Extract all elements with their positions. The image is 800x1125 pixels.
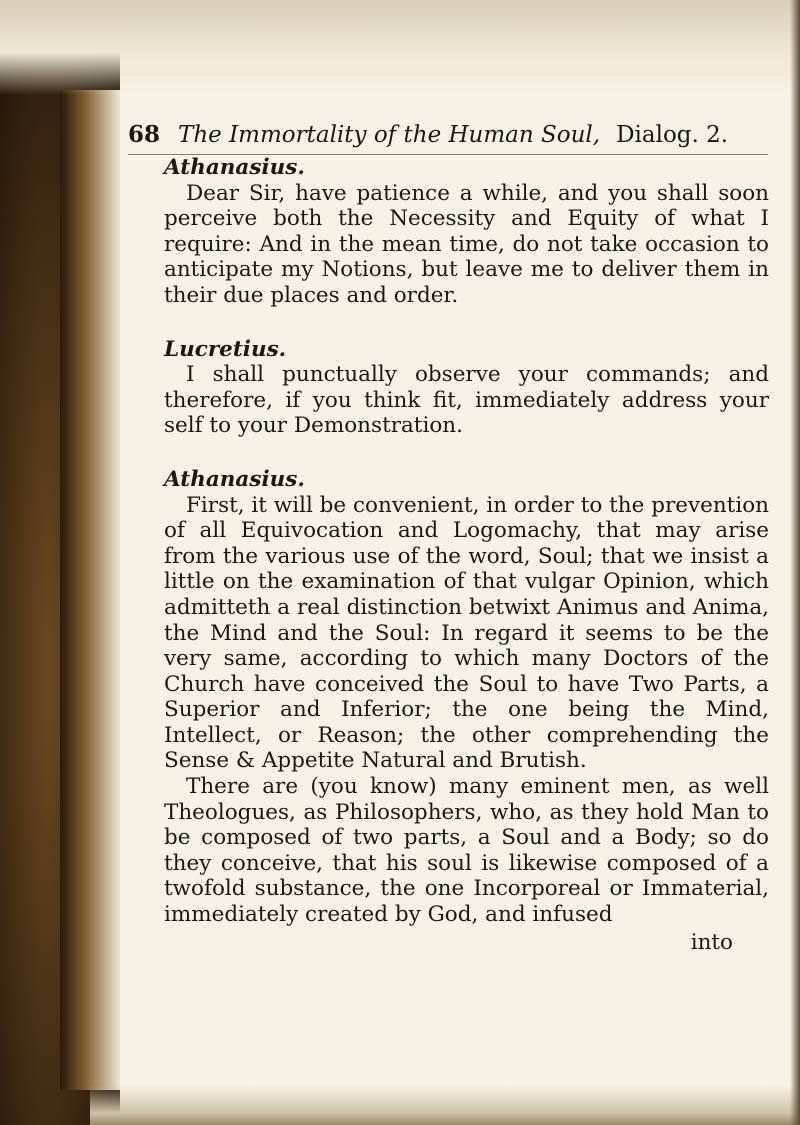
paragraph: First, it will be convenient, in order to the prevention of all Equivocation and Logomachy, that may arise from the various use of the word, Soul; that we insist a little on the examination of that vulgar Opinion, which admitteth a real distinction betwixt Animus and Anima, the Mind and the Soul: In regard it seems to be the very same, according to which many Doctors of the Church have conceived the Soul to have Two Parts, a Superior and Inferior; the one being the Mind, Intellect, or Reason; the other comprehending the Sense & Appetite Natural and Brutish.	[164, 492, 769, 774]
speaker-heading: Athanasius.	[164, 155, 305, 180]
page-number: 68	[128, 121, 161, 148]
paragraph: I shall punctually observe your commands; and therefore, if you think fit, immediately address your self to your Demonstration.	[164, 362, 769, 439]
running-title: The Immortality of the Human Soul,	[178, 122, 601, 148]
top-page-shadow	[0, 0, 800, 95]
bottom-page-edge	[90, 1085, 800, 1125]
paragraph: Dear Sir, have patience a while, and you shall soon perceive both the Necessity and Equity of what I require: And in the mean time, do not take occasion to anticipate my Notions, but leave me to deliver them in their due places and order.	[164, 180, 769, 308]
page-gutter	[60, 90, 120, 1090]
book-page	[128, 118, 793, 955]
page-body	[164, 155, 769, 955]
dialog-label: Dialog. 2.	[616, 122, 729, 148]
catchword: into	[690, 929, 733, 955]
paragraph: There are (you know) many eminent men, as well Theologues, as Philosophers, who, as they hold Man to be composed of two parts, a Soul and a Body; so do they conceive, that his soul is likewise composed of a twofold substance, the one Incorporeal or Immaterial, immediately created by God, and infused	[164, 774, 769, 928]
page-header	[128, 118, 768, 155]
speaker-heading: Athanasius.	[164, 466, 305, 492]
speaker-heading: Lucretius.	[164, 336, 287, 362]
